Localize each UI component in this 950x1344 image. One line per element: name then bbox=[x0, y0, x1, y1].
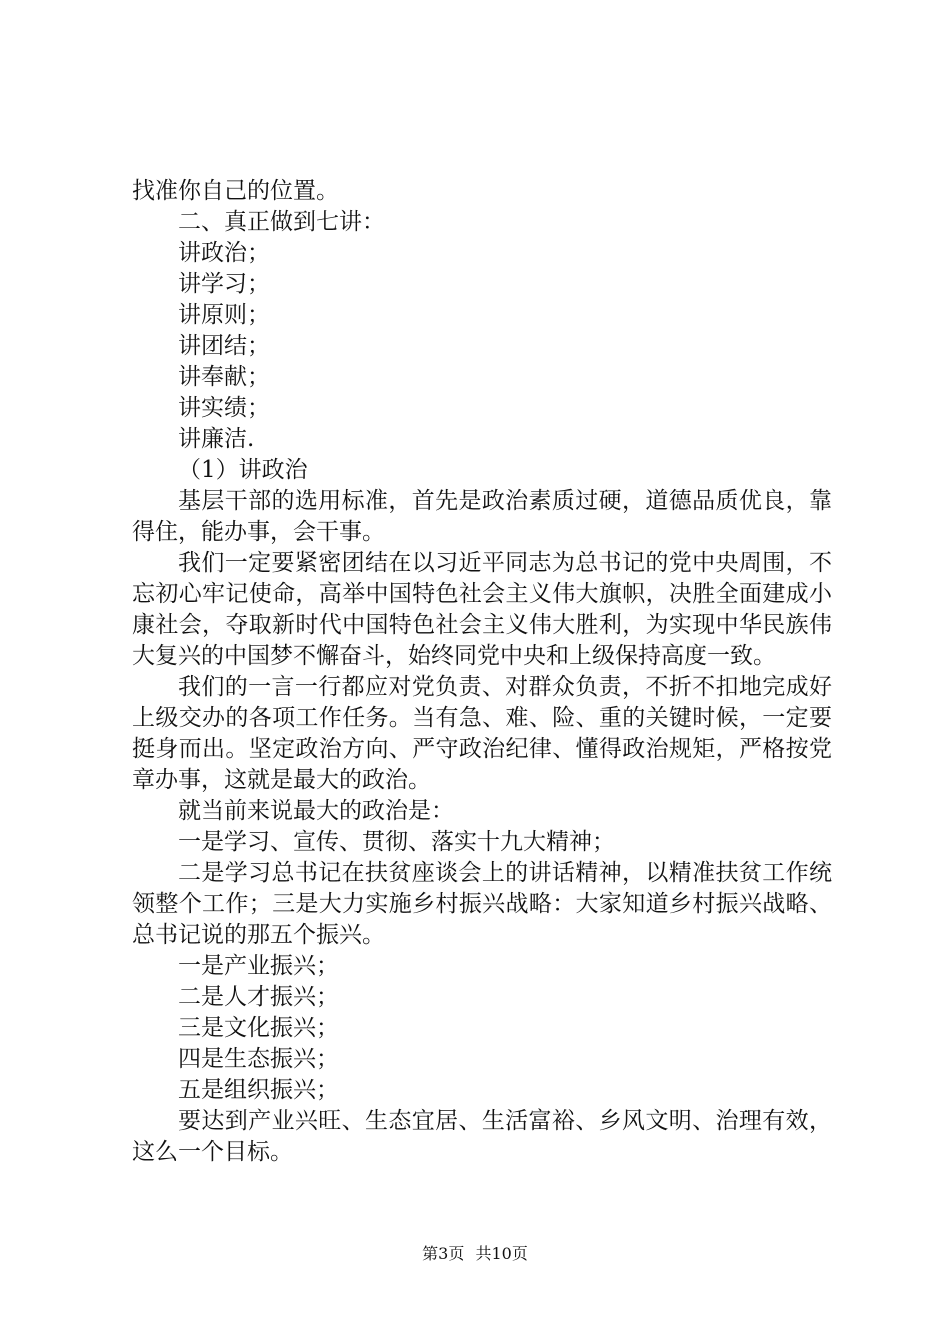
paragraph: 讲原则； bbox=[178, 302, 270, 328]
paragraph: 讲奉献； bbox=[178, 364, 270, 390]
paragraph: 就当前来说最大的政治是： bbox=[178, 798, 454, 824]
page-number: 第3页 bbox=[422, 1244, 465, 1263]
paragraph: 二、真正做到七讲： bbox=[178, 209, 385, 235]
paragraph: 讲团结； bbox=[178, 333, 270, 359]
paragraph: 讲廉洁. bbox=[178, 426, 255, 452]
paragraph: 讲实绩； bbox=[178, 395, 270, 421]
paragraph: 要达到产业兴旺、生态宜居、生活富裕、乡风文明、治理有效，这么一个目标。 bbox=[132, 1108, 832, 1165]
document-body bbox=[132, 176, 832, 1168]
paragraph: 找准你自己的位置。 bbox=[132, 178, 339, 204]
page-footer bbox=[0, 1244, 950, 1264]
page-total: 共10页 bbox=[475, 1244, 528, 1263]
paragraph: 一是学习、宣传、贯彻、落实十九大精神； bbox=[178, 829, 615, 855]
paragraph: 讲学习； bbox=[178, 271, 270, 297]
paragraph: 讲政治； bbox=[178, 240, 270, 266]
paragraph: 二是学习总书记在扶贫座谈会上的讲话精神，以精准扶贫工作统领整个工作；三是大力实施乡村振兴战略：大家知道乡村振兴战略、总书记说的那五个振兴。 bbox=[132, 860, 832, 948]
paragraph: 三是文化振兴； bbox=[178, 1015, 339, 1041]
paragraph: 我们一定要紧密团结在以习近平同志为总书记的党中央周围，不忘初心牢记使命，高举中国特色社会主义伟大旗帜，决胜全面建成小康社会，夺取新时代中国特色社会主义伟大胜利，为实现中华民族伟大复兴的中国梦不懈奋斗，始终同党中央和上级保持高度一致。 bbox=[132, 550, 832, 669]
paragraph: 四是生态振兴； bbox=[178, 1046, 339, 1072]
paragraph: 基层干部的选用标准，首先是政治素质过硬，道德品质优良，靠得住，能办事，会干事。 bbox=[132, 488, 832, 545]
paragraph: 我们的一言一行都应对党负责、对群众负责，不折不扣地完成好上级交办的各项工作任务。当有急、难、险、重的关键时候，一定要挺身而出。坚定政治方向、严守政治纪律、懂得政治规矩，严格按党章办事，这就是最大的政治。 bbox=[132, 674, 832, 793]
paragraph: （1）讲政治 bbox=[178, 457, 308, 483]
paragraph: 五是组织振兴； bbox=[178, 1077, 339, 1103]
paragraph: 一是产业振兴； bbox=[178, 953, 339, 979]
paragraph: 二是人才振兴； bbox=[178, 984, 339, 1010]
